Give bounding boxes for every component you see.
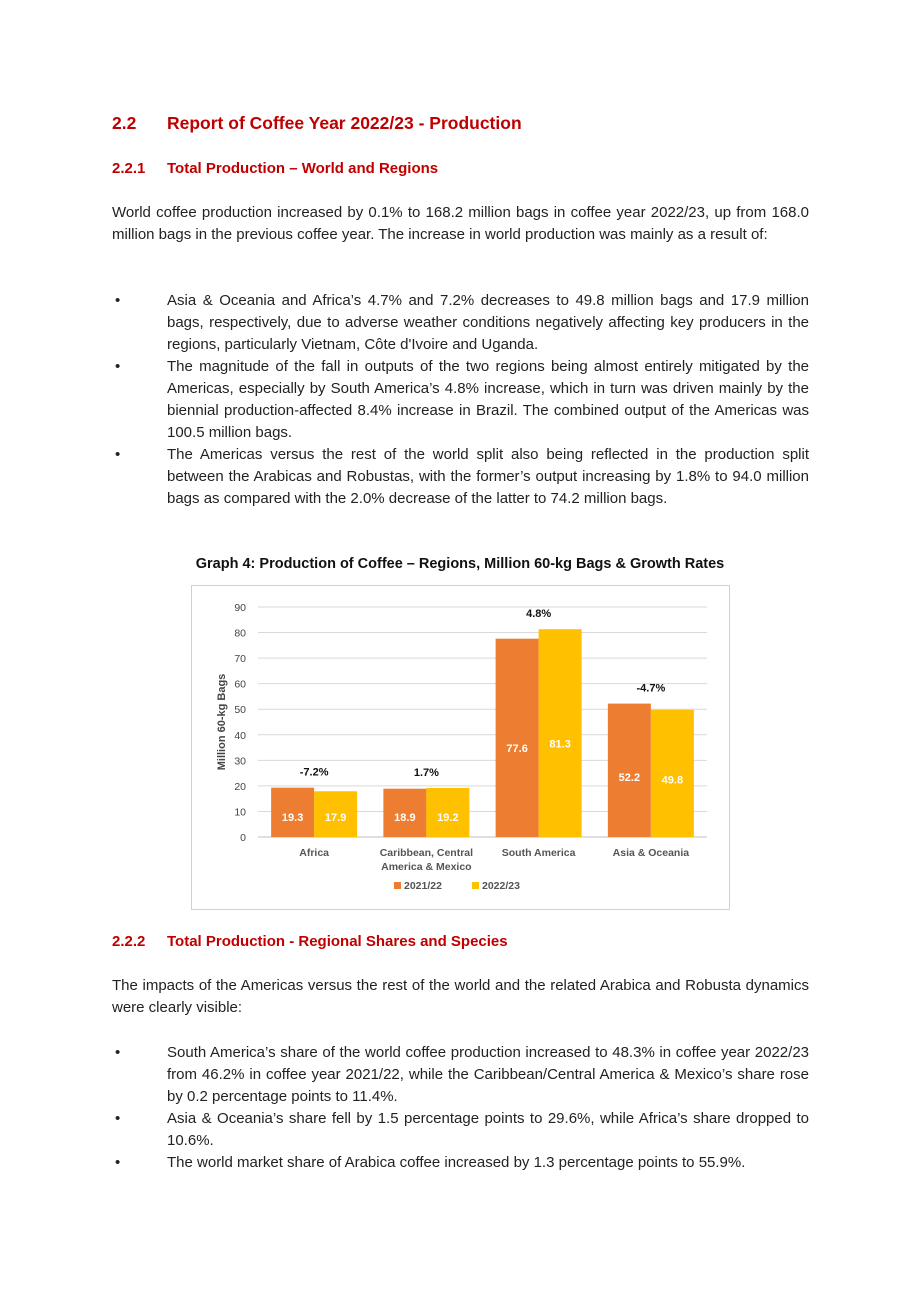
bullet-list-1 [112,290,809,510]
y-tick-label: 80 [234,627,246,640]
list-item-text: Asia & Oceania’s share fell by 1.5 percentage points to 29.6%, while Africa’s share dropped to 10.6%. [167,1110,809,1149]
bullet-list-2 [112,1042,809,1174]
list-item [112,1108,809,1152]
section-heading [112,113,522,134]
y-axis-label: Million 60-kg Bags [216,673,228,771]
data-label: 19.3 [281,812,304,824]
paragraph-2: The impacts of the Americas versus the rest of the world and the related Arabica and Robusta dynamics were clearly visible: [112,977,809,1016]
list-item-text: The Americas versus the rest of the world split also being reflected in the production split between the Arabicas and Robustas, with the former’s output increasing by 1.8% to 94.0 million bags as compared with the 2.0% decrease of the latter to 74.2 million bags. [167,446,809,507]
legend-label: 2022/23 [482,880,520,892]
y-tick-label: 20 [234,780,246,793]
x-tick-label: Asia & Oceania [612,847,690,859]
subsection-title-2: Total Production - Regional Shares and Species [167,933,508,950]
legend-swatch [394,882,401,889]
y-tick-label: 10 [234,806,246,819]
data-label: 49.8 [661,774,684,787]
y-tick-label: 40 [234,729,246,742]
list-item-text: The world market share of Arabica coffee increased by 1.3 percentage points to 55.9%. [167,1154,746,1171]
data-label: 18.9 [394,812,416,824]
chart-frame [191,585,730,910]
y-tick-label: 90 [234,602,246,614]
growth-label: -7.2% [299,766,329,779]
list-item-text: Asia & Oceania and Africa’s 4.7% and 7.2% decreases to 49.8 million bags and 17.9 million bags, respectively, due to adverse weather conditions negatively affecting key producers in the regions, particularly Vietnam, Côte d'Ivoire and Uganda. [167,292,809,353]
list-item [112,1042,809,1108]
list-item [112,444,809,510]
bar-2022-23 [539,629,582,837]
x-tick-label: America & Mexico [381,861,472,873]
subsection-heading-1 [112,160,438,177]
subsection-heading-2 [112,933,508,950]
section-title: Report of Coffee Year 2022/23 - Production [167,113,522,133]
x-tick-label: Caribbean, Central [379,847,474,859]
bullet-icon: • [115,1110,121,1127]
growth-label: 1.7% [413,766,439,779]
graph-title: Graph 4: Production of Coffee – Regions, Million 60-kg Bags & Growth Rates [195,556,725,572]
bullet-icon: • [115,1044,121,1061]
y-tick-label: 50 [234,704,246,717]
legend-swatch [472,882,479,889]
list-item-text: South America’s share of the world coffee production increased to 48.3% in coffee year 2022/23 from 46.2% in coffee year 2021/22, while the Caribbean/Central America & Mexico’s share rose by 0.2 percentage points to 11.4%. [167,1044,809,1105]
bar-2021-22 [608,704,651,837]
y-tick-label: 30 [234,755,246,768]
bullet-icon: • [115,1154,121,1171]
data-label: 17.9 [324,812,347,824]
list-item [112,290,809,356]
data-label: 52.2 [618,771,641,784]
bullet-icon: • [115,358,121,375]
paragraph-1: World coffee production increased by 0.1% to 168.2 million bags in coffee year 2022/23, up from 168.0 million bags in the previous coffee year. The increase in world production was mainly as a result of: [112,204,809,243]
legend-label: 2021/22 [404,880,442,892]
subsection-title-1: Total Production – World and Regions [167,160,439,177]
subsection-number-1: 2.2.1 [112,160,146,177]
y-tick-label: 70 [234,653,246,666]
production-bar-chart [192,586,729,909]
section-number: 2.2 [112,113,137,133]
list-item [112,1152,809,1174]
data-label: 77.6 [506,742,528,755]
bar-2021-22 [496,639,539,837]
bullet-icon: • [115,292,121,309]
x-tick-label: Africa [299,847,330,859]
list-item [112,356,809,444]
bullet-icon: • [115,446,121,463]
y-tick-label: 60 [234,678,246,691]
growth-label: 4.8% [526,608,552,621]
y-tick-label: 0 [240,832,246,844]
growth-label: -4.7% [636,682,666,695]
x-tick-label: South America [501,847,576,859]
list-item-text: The magnitude of the fall in outputs of the two regions being almost entirely mitigated by the Americas, especially by South America’s 4.8% increase, which in turn was driven mainly by the biennial production-affected 8.4% increase in Brazil. The combined output of the Americas was 100.5 million bags. [167,358,809,441]
bar-2022-23 [651,710,694,837]
data-label: 19.2 [437,812,459,824]
subsection-number-2: 2.2.2 [112,933,146,950]
data-label: 81.3 [549,738,571,751]
